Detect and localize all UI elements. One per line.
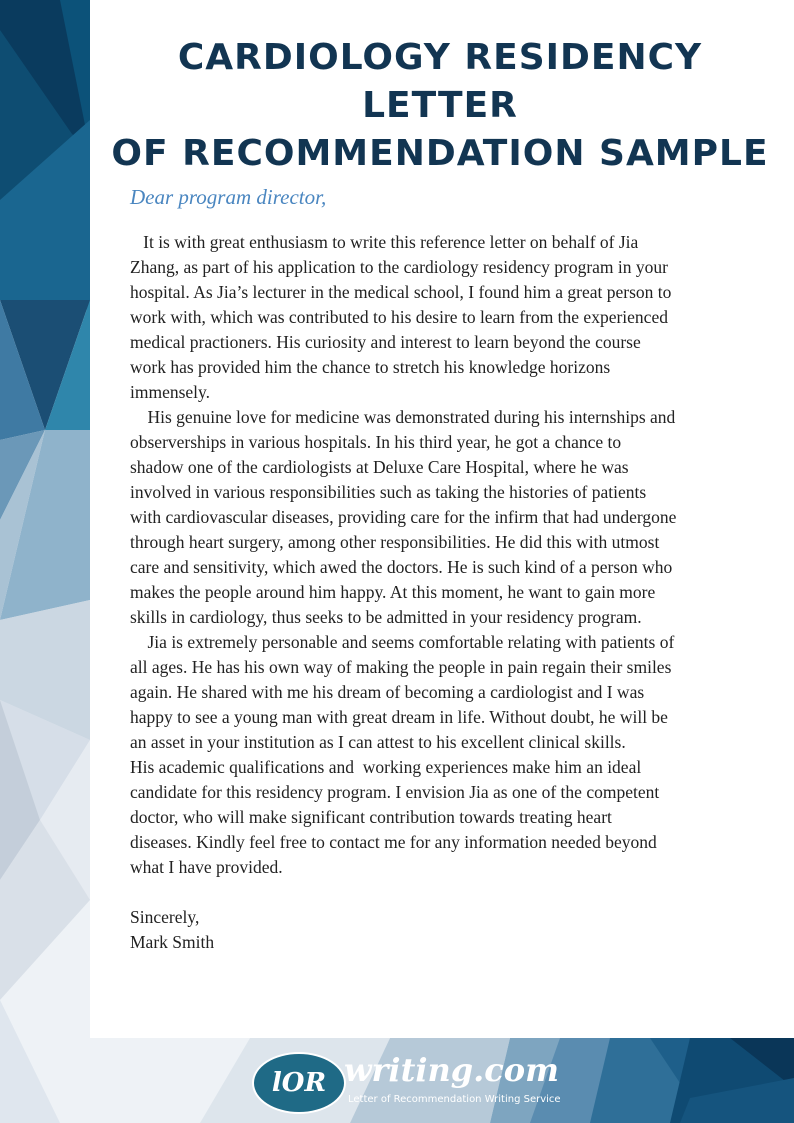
text-line: Jia is extremely personable and seems comfortable relating with patients of bbox=[130, 632, 675, 652]
text-line: hospital. As Jia’s lecturer in the medical school, I found him a great person to bbox=[130, 282, 672, 302]
text-line: all ages. He has his own way of making the people in pain regain their smiles bbox=[130, 657, 672, 677]
text-line: It is with great enthusiasm to write this reference letter on behalf of Jia bbox=[130, 232, 639, 252]
brand-logo[interactable] bbox=[252, 1050, 561, 1114]
logo-badge-icon: lOR bbox=[252, 1052, 346, 1114]
text-line: candidate for this residency program. I envision Jia as one of the competent bbox=[130, 782, 660, 802]
decorative-side-panel bbox=[0, 0, 90, 1123]
signature-name: Mark Smith bbox=[130, 932, 215, 952]
text-line: makes the people around him happy. At this moment, he want to gain more bbox=[130, 582, 656, 602]
text-line: His genuine love for medicine was demonstrated during his internships and bbox=[130, 407, 676, 427]
text-line: care and sensitivity, which awed the doctors. He is such kind of a person who bbox=[130, 557, 673, 577]
title-line-2: OF RECOMMENDATION SAMPLE bbox=[111, 133, 769, 174]
text-line: His academic qualifications and working experiences make him an ideal bbox=[130, 757, 642, 777]
text-line: immensely. bbox=[130, 382, 211, 402]
text-line: happy to see a young man with great dream in life. Without doubt, he will be bbox=[130, 707, 668, 727]
text-line: work with, which was contributed to his desire to learn from the experienced bbox=[130, 307, 668, 327]
blank-line bbox=[130, 880, 750, 905]
title-line-1: CARDIOLOGY RESIDENCY LETTER bbox=[177, 37, 703, 126]
text-line: through heart surgery, among other responsibilities. He did this with utmost bbox=[130, 532, 660, 552]
geometric-pattern bbox=[0, 0, 90, 1123]
text-line: involved in various responsibilities such as taking the histories of patients bbox=[130, 482, 647, 502]
paragraph-3 bbox=[130, 630, 750, 880]
text-line: medical practioners. His curiosity and interest to learn beyond the course bbox=[130, 332, 641, 352]
paragraph-1 bbox=[130, 230, 750, 405]
text-line: diseases. Kindly feel free to contact me for any information needed beyond bbox=[130, 832, 657, 852]
page-title bbox=[110, 34, 770, 178]
text-line: work has provided him the chance to stretch his knowledge horizons bbox=[130, 357, 611, 377]
paragraph-2 bbox=[130, 405, 750, 630]
text-line: an asset in your institution as I can attest to his excellent clinical skills. bbox=[130, 732, 626, 752]
text-line: shadow one of the cardiologists at Deluxe Care Hospital, where he was bbox=[130, 457, 629, 477]
text-line: again. He shared with me his dream of becoming a cardiologist and I was bbox=[130, 682, 645, 702]
text-line: with cardiovascular diseases, providing care for the infirm that had undergone bbox=[130, 507, 677, 527]
logo-tagline: Letter of Recommendation Writing Service bbox=[348, 1094, 561, 1105]
text-line: skills in cardiology, thus seeks to be admitted in your residency program. bbox=[130, 607, 642, 627]
text-line: Zhang, as part of his application to the cardiology residency program in your bbox=[130, 257, 668, 277]
letter-greeting: Dear program director, bbox=[130, 185, 327, 209]
logo-wordmark: writing.com bbox=[344, 1051, 559, 1089]
closing: Sincerely, bbox=[130, 907, 200, 927]
letter-body bbox=[130, 230, 750, 955]
text-line: doctor, who will make significant contribution towards treating heart bbox=[130, 807, 612, 827]
text-line: observerships in various hospitals. In his third year, he got a chance to bbox=[130, 432, 622, 452]
text-line: what I have provided. bbox=[130, 857, 283, 877]
